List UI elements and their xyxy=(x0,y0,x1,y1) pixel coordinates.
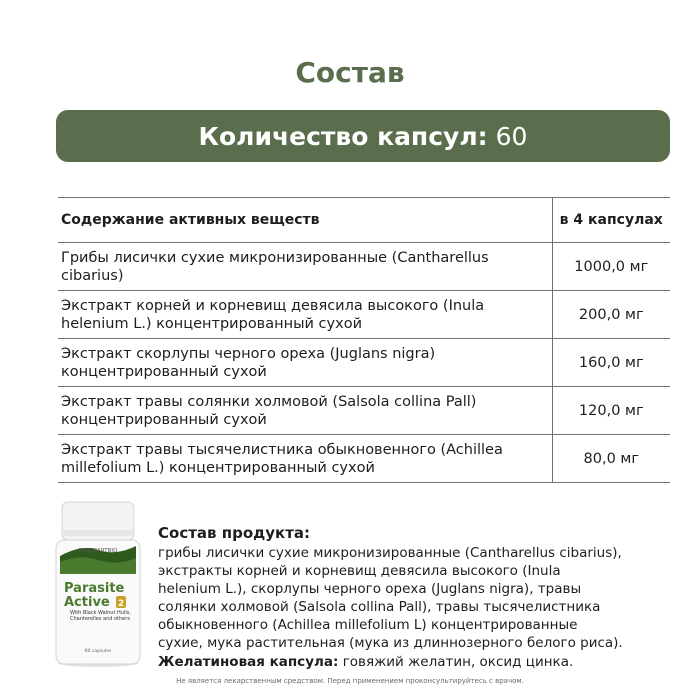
gelatin-line xyxy=(158,653,658,671)
table-row xyxy=(58,435,670,483)
product-name-line1: Parasite xyxy=(64,581,125,596)
substance-cell: Экстракт корней и корневищ девясила высокого (Inula helenium L.) концентрированный сухой xyxy=(58,291,552,339)
table-row xyxy=(58,387,670,435)
product-capsules-note: 60 capsules xyxy=(84,649,112,654)
capsule-count-banner xyxy=(56,110,670,162)
table-header-row xyxy=(58,198,670,243)
table-row xyxy=(58,339,670,387)
amount-cell: 120,0 мг xyxy=(552,387,670,435)
substance-cell: Грибы лисички сухие микронизированные (Cantharellus cibarius) xyxy=(58,243,552,291)
product-brand: RESTOARTBIO xyxy=(78,548,118,554)
gelatin-text: говяжий желатин, оксид цинка. xyxy=(342,654,574,670)
product-badge: 2 xyxy=(117,599,125,609)
amount-cell: 200,0 мг xyxy=(552,291,670,339)
header-amount: в 4 капсулах xyxy=(552,198,670,243)
product-subtitle: With Black Walnut Hulls, Chanterelles and others xyxy=(70,610,131,622)
table-row xyxy=(58,243,670,291)
disclaimer-footer: Не является лекарственным средством. Перед применением проконсультируйтесь с врачом. xyxy=(176,677,524,685)
substance-cell: Экстракт скорлупы черного ореха (Juglans nigra) концентрированный сухой xyxy=(58,339,552,387)
composition-text: грибы лисички сухие микронизированные (Cantharellus cibarius), экстракты корней и корневищ девясила высокого (Inula helenium L.), скорлупы черного ореха (Juglans nigra), травы солянки холмовой (Salsola collina Pall), травы тысячелистника обыкновенного (Achillea millefolium L) концентрированные сухие, мука растительная (мука из длиннозерного белого риса). xyxy=(158,545,623,651)
header-substance: Содержание активных веществ xyxy=(58,198,552,243)
substance-cell: Экстракт травы солянки холмовой (Salsola collina Pall) концентрированный сухой xyxy=(58,387,552,435)
composition-title: Состав продукта: xyxy=(158,524,311,542)
amount-cell: 80,0 мг xyxy=(552,435,670,483)
product-name-line2: Active xyxy=(64,595,110,610)
product-bottle-image xyxy=(52,500,144,668)
banner-count: 60 xyxy=(495,121,528,151)
gelatin-label: Желатиновая капсула: xyxy=(158,654,339,670)
banner-label: Количество капсул: xyxy=(198,121,488,151)
substance-cell: Экстракт травы тысячелистника обыкновенного (Achillea millefolium L.) концентрированный сухой xyxy=(58,435,552,483)
amount-cell: 160,0 мг xyxy=(552,339,670,387)
active-substances-table xyxy=(58,197,670,483)
page-title: Состав xyxy=(295,56,405,89)
table-row xyxy=(58,291,670,339)
amount-cell: 1000,0 мг xyxy=(552,243,670,291)
